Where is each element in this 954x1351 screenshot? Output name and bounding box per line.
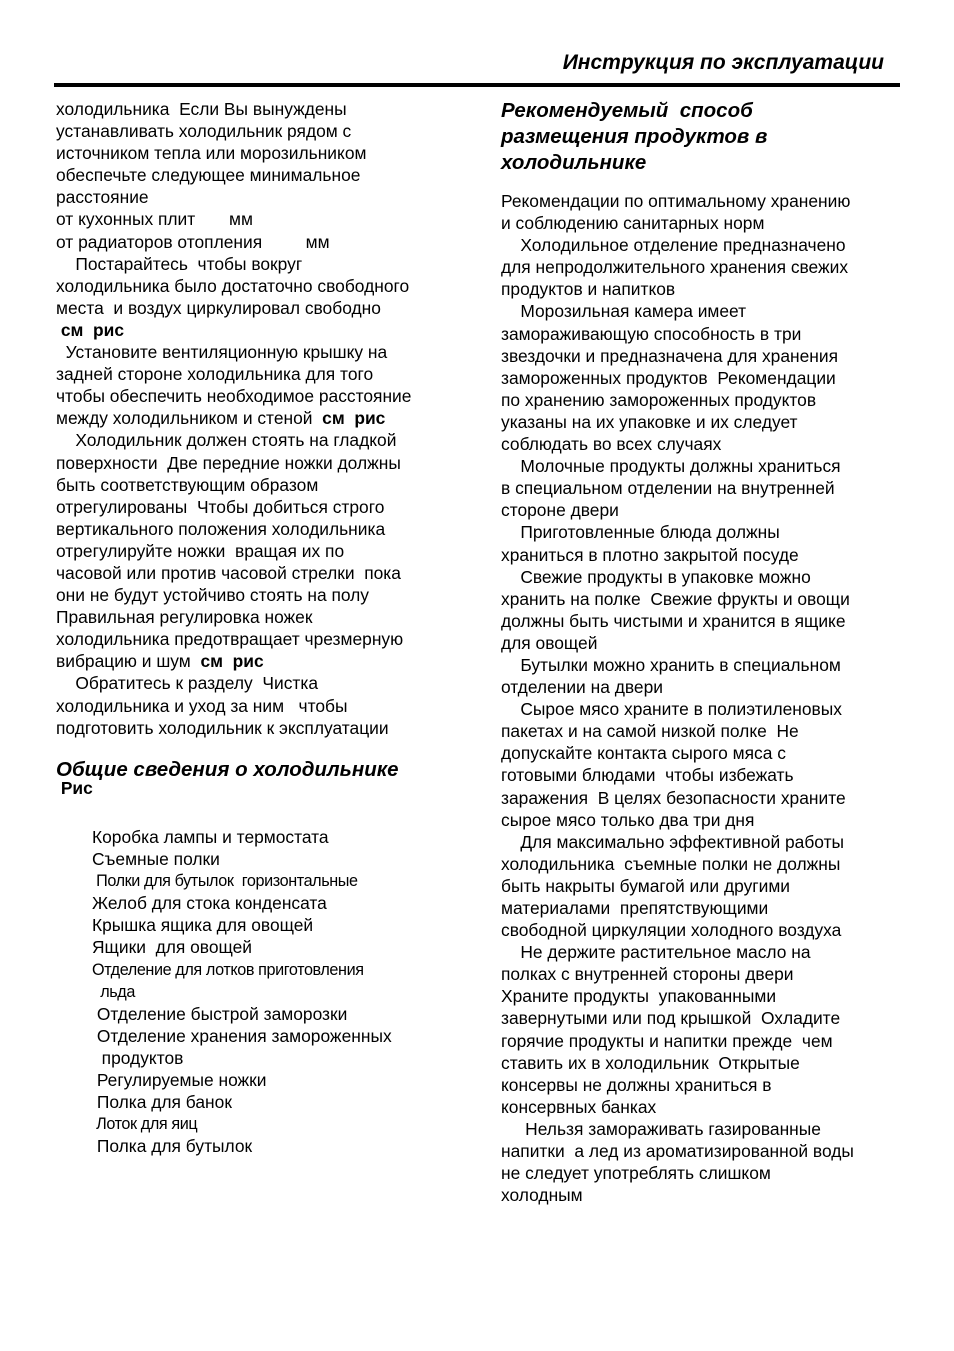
text-line: готовыми блюдами чтобы избежать	[501, 765, 794, 786]
text-line: горячие продукты и напитки прежде чем	[501, 1030, 833, 1051]
text-line: расстояние	[56, 187, 149, 208]
text-line: полках с внутренней стороны двери	[501, 964, 794, 985]
text-line: Установите вентиляционную крышку на	[56, 342, 388, 363]
text-line: Постарайтесь чтобы вокруг	[56, 253, 303, 274]
text-line: пакетах и на самой низкой полке Не	[501, 721, 799, 742]
figure-reference: Рис	[56, 777, 93, 798]
text-line: замороженных продуктов Рекомендации	[501, 367, 836, 388]
left-column	[56, 98, 461, 799]
text-line: для непродолжительного хранения свежих	[501, 257, 849, 278]
list-item: Отделение для лотков приготовления	[92, 960, 364, 979]
text-line: звездочки и предназначена для хранения	[501, 345, 839, 366]
text-line: холодильника предотвращает чрезмерную	[56, 629, 404, 650]
list-item: Регулируемые ножки	[92, 1070, 267, 1091]
text-line: холодным	[501, 1185, 583, 1206]
list-item: Коробка лампы и термостата	[92, 827, 329, 847]
text-line: быть соответствующим образом	[56, 474, 319, 495]
text-line: консервы не должны храниться в	[501, 1074, 772, 1095]
list-item: Крышка ящика для овощей	[92, 915, 314, 936]
text-line: чтобы обеспечить необходимое расстояние	[56, 386, 412, 407]
distance-radiator: от радиаторов отопления мм	[56, 231, 330, 252]
list-item: Лоток для яиц	[92, 1115, 198, 1134]
right-body	[501, 190, 901, 1206]
distance-stove: от кухонных плит мм	[56, 209, 253, 230]
text-line: подготовить холодильник к эксплуатации	[56, 717, 389, 738]
text-line: часовой или против часовой стрелки пока	[56, 562, 401, 583]
list-item: Полки для бутылок горизонтальные	[92, 872, 358, 891]
text-line: отделении на двери	[501, 677, 663, 698]
text-line: напитки а лед из ароматизированной воды	[501, 1141, 854, 1162]
text-line: быть накрыты бумагой или другими	[501, 875, 791, 896]
text-line: Обратитесь к разделу Чистка	[56, 673, 319, 694]
text-line: задней стороне холодильника для того	[56, 364, 374, 385]
page-header-title: Инструкция по эксплуатации	[562, 51, 884, 74]
text-line: Рекомендации по оптимальному хранению	[501, 191, 851, 211]
list-item: Желоб для стока конденсата	[92, 893, 327, 914]
text-line: холодильника и уход за ним чтобы	[56, 695, 348, 716]
text-line: Храните продукты упакованными	[501, 986, 777, 1007]
text-line: консервных банках	[501, 1096, 657, 1117]
text-line: храниться в плотно закрытой посуде	[501, 544, 799, 565]
text-line: Бутылки можно хранить в специальном	[501, 654, 841, 675]
section-title: размещения продуктов в	[501, 125, 768, 148]
text-line: для овощей	[501, 632, 598, 653]
list-item: Отделение хранения замороженных	[92, 1025, 392, 1046]
figure-reference: см рис	[56, 319, 125, 340]
text-line: по хранению замороженных продуктов	[501, 389, 817, 410]
list-item: Полка для банок	[92, 1092, 232, 1113]
text-line: отрегулированы Чтобы добиться строго	[56, 496, 385, 517]
parts-list	[92, 826, 392, 1157]
text-line: не следует употреблять слишком	[501, 1163, 771, 1184]
text-line: Нельзя замораживать газированные	[501, 1118, 821, 1139]
text-line: соблюдать во всех случаях	[501, 434, 722, 455]
text-line: Сырое мясо храните в полиэтиленовых	[501, 699, 842, 720]
text-line: свободной циркуляции холодного воздуха	[501, 920, 842, 941]
figure-reference: см рис	[322, 408, 386, 429]
list-item: льда	[92, 982, 135, 1001]
text-line: обеспечьте следующее минимальное	[56, 165, 361, 186]
text-line: допускайте контакта сырого мяса с	[501, 743, 786, 764]
list-item: Ящики для овощей	[92, 937, 252, 958]
list-item: Съемные полки	[92, 849, 220, 870]
text-line: продуктов и напитков	[501, 279, 676, 300]
text-line: холодильника Если Вы вынуждены	[56, 99, 347, 119]
text-line: завернутыми или под крышкой Охладите	[501, 1008, 841, 1029]
text-line: отрегулируйте ножки вращая их по	[56, 540, 345, 561]
text-line: заражения В целях безопасности храните	[501, 787, 846, 808]
text-line: Холодильное отделение предназначено	[501, 235, 846, 256]
text-line: источником тепла или морозильником	[56, 143, 367, 164]
section-title: Общие сведения о холодильнике	[56, 757, 399, 781]
text-line: Морозильная камера имеет	[501, 301, 747, 322]
section-title: Рекомендуемый способ	[501, 99, 753, 122]
text-line: хранить на полке Свежие фрукты и овощи	[501, 588, 850, 609]
figure-reference: см рис	[200, 651, 264, 672]
text-line: и соблюдению санитарных норм	[501, 213, 765, 234]
text-line: Не держите растительное масло на	[501, 942, 811, 963]
text-line: они не будут устойчиво стоять на полу	[56, 585, 370, 606]
text-line: Для максимально эффективной работы	[501, 831, 845, 852]
text-line: в специальном отделении на внутренней	[501, 478, 835, 499]
text-fragment: между холодильником и стеной	[56, 408, 323, 429]
text-line: указаны на их упаковке и их следует	[501, 411, 798, 432]
text-line: сырое мясо только два три дня	[501, 809, 755, 830]
text-line: стороне двери	[501, 500, 619, 521]
text-line: Правильная регулировка ножек	[56, 607, 313, 628]
text-line: вертикального положения холодильника	[56, 518, 386, 539]
text-line: Молочные продукты должны храниться	[501, 456, 841, 477]
list-item: Отделение быстрой заморозки	[92, 1003, 348, 1024]
text-line: места и воздух циркулировал свободно	[56, 297, 381, 318]
text-line: Приготовленные блюда должны	[501, 522, 780, 543]
text-fragment: вибрацию и шум	[56, 651, 201, 672]
text-line: Холодильник должен стоять на гладкой	[56, 430, 397, 451]
section-title: холодильнике	[501, 151, 647, 174]
text-line: материалами препятствующими	[501, 898, 769, 918]
text-line	[56, 407, 461, 429]
text-line: ставить их в холодильник Открытые	[501, 1052, 800, 1073]
text-line: поверхности Две передние ножки должны	[56, 452, 401, 473]
list-item: Полка для бутылок	[92, 1136, 253, 1157]
right-column	[501, 98, 901, 1206]
list-item: продуктов	[92, 1047, 184, 1068]
text-line	[56, 650, 461, 672]
text-line: холодильника съемные полки не должны	[501, 853, 841, 874]
text-line: Свежие продукты в упаковке можно	[501, 566, 811, 587]
text-line: устанавливать холодильник рядом с	[56, 121, 352, 142]
text-line: холодильника было достаточно свободного	[56, 275, 410, 296]
header-rule	[54, 83, 900, 87]
text-line: должны быть чистыми и хранится в ящике	[501, 610, 846, 631]
text-line: замораживающую способность в три	[501, 323, 802, 344]
